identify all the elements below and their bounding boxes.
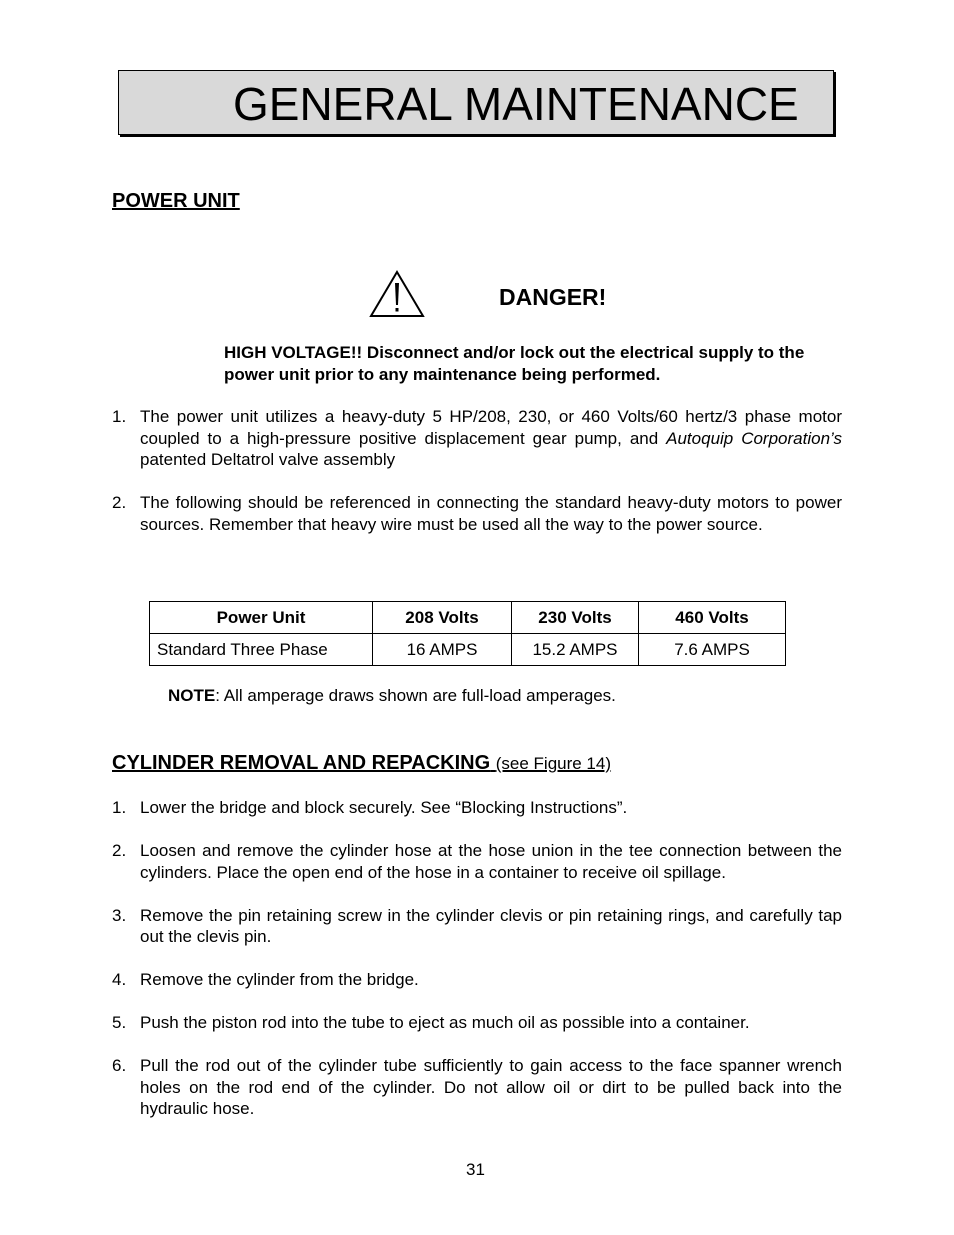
- list-item-text: Remove the cylinder from the bridge.: [140, 970, 419, 989]
- list-item-italic: Autoquip Corporation’s: [666, 428, 843, 448]
- list-item: [112, 1055, 842, 1120]
- list-item-number: 2.: [112, 841, 127, 860]
- table-cell: 15.2 AMPS: [512, 634, 639, 666]
- list-item: [112, 969, 842, 991]
- cylinder-heading: [112, 752, 611, 775]
- list-item-number: 1.: [112, 798, 127, 817]
- note-text: : All amperage draws shown are full-load amperages.: [215, 686, 616, 705]
- list-item-text: The following should be referenced in connecting the standard heavy-duty motors to power sources. Remember that heavy wire must be used all the way to the power source.: [140, 493, 842, 534]
- power-unit-heading: POWER UNIT: [112, 190, 240, 212]
- list-item: [112, 406, 842, 471]
- high-voltage-warning: HIGH VOLTAGE!! Disconnect and/or lock out the electrical supply to the power unit prior to any maintenance being performed.: [224, 343, 805, 384]
- list-item-number: 2.: [112, 493, 127, 512]
- amperage-table: [149, 601, 786, 666]
- warning-triangle-icon: [368, 269, 426, 319]
- title-banner: [118, 70, 834, 135]
- list-item-text: Loosen and remove the cylinder hose at the hose union in the tee connection between the cylinders. Place the open end of the hose in a container to receive oil spillage.: [140, 841, 842, 882]
- cylinder-heading-title: CYLINDER REMOVAL AND REPACKING: [112, 752, 491, 774]
- page-title: GENERAL MAINTENANCE: [233, 78, 799, 130]
- table-header: 208 Volts: [373, 602, 512, 634]
- list-item: [112, 492, 842, 535]
- table-row: [150, 634, 786, 666]
- note-label: NOTE: [168, 686, 216, 705]
- table-header: 460 Volts: [639, 602, 786, 634]
- page-number: 31: [466, 1160, 485, 1179]
- list-item-text: patented Deltatrol valve assembly: [140, 450, 396, 469]
- table-cell: Standard Three Phase: [150, 634, 373, 666]
- list-item-number: 1.: [112, 407, 127, 426]
- amperage-note: [168, 686, 616, 706]
- table-cell: 16 AMPS: [373, 634, 512, 666]
- list-item-number: 3.: [112, 905, 127, 925]
- table-header: Power Unit: [150, 602, 373, 634]
- list-item-number: 6.: [112, 1056, 127, 1075]
- list-item-number: 4.: [112, 970, 127, 989]
- table-cell: 7.6 AMPS: [639, 634, 786, 666]
- list-item-text: Lower the bridge and block securely. See “Blocking Instructions”.: [140, 798, 628, 817]
- list-item-text: Remove the pin retaining screw in the cylinder clevis or pin retaining rings, and carefully tap out the clevis pin.: [140, 905, 842, 946]
- list-item: [112, 840, 842, 883]
- list-item-text: Push the piston rod into the tube to eject as much oil as possible into a container.: [140, 1013, 750, 1032]
- cylinder-list: [112, 797, 842, 1120]
- list-item: [112, 797, 842, 819]
- power-unit-list: [112, 406, 842, 535]
- list-item-text: The power unit utilizes a heavy-duty 5 HP/208, 230, or 460 Volts/60 hertz/3 phase motor coupled to a high-pressure positive displacement gear pump, and: [140, 407, 842, 448]
- list-item-text: Pull the rod out of the cylinder tube sufficiently to gain access to the face spanner wrench holes on the rod end of the cylinder. Do not allow oil or dirt to be pulled back into the hydraulic hose.: [140, 1056, 842, 1118]
- list-item: [112, 905, 842, 948]
- table-header: 230 Volts: [512, 602, 639, 634]
- list-item: [112, 1012, 842, 1034]
- figure-reference: (see Figure 14): [495, 754, 612, 773]
- danger-label: DANGER!: [499, 284, 607, 310]
- table-header-row: [150, 602, 786, 634]
- list-item-number: 5.: [112, 1013, 127, 1032]
